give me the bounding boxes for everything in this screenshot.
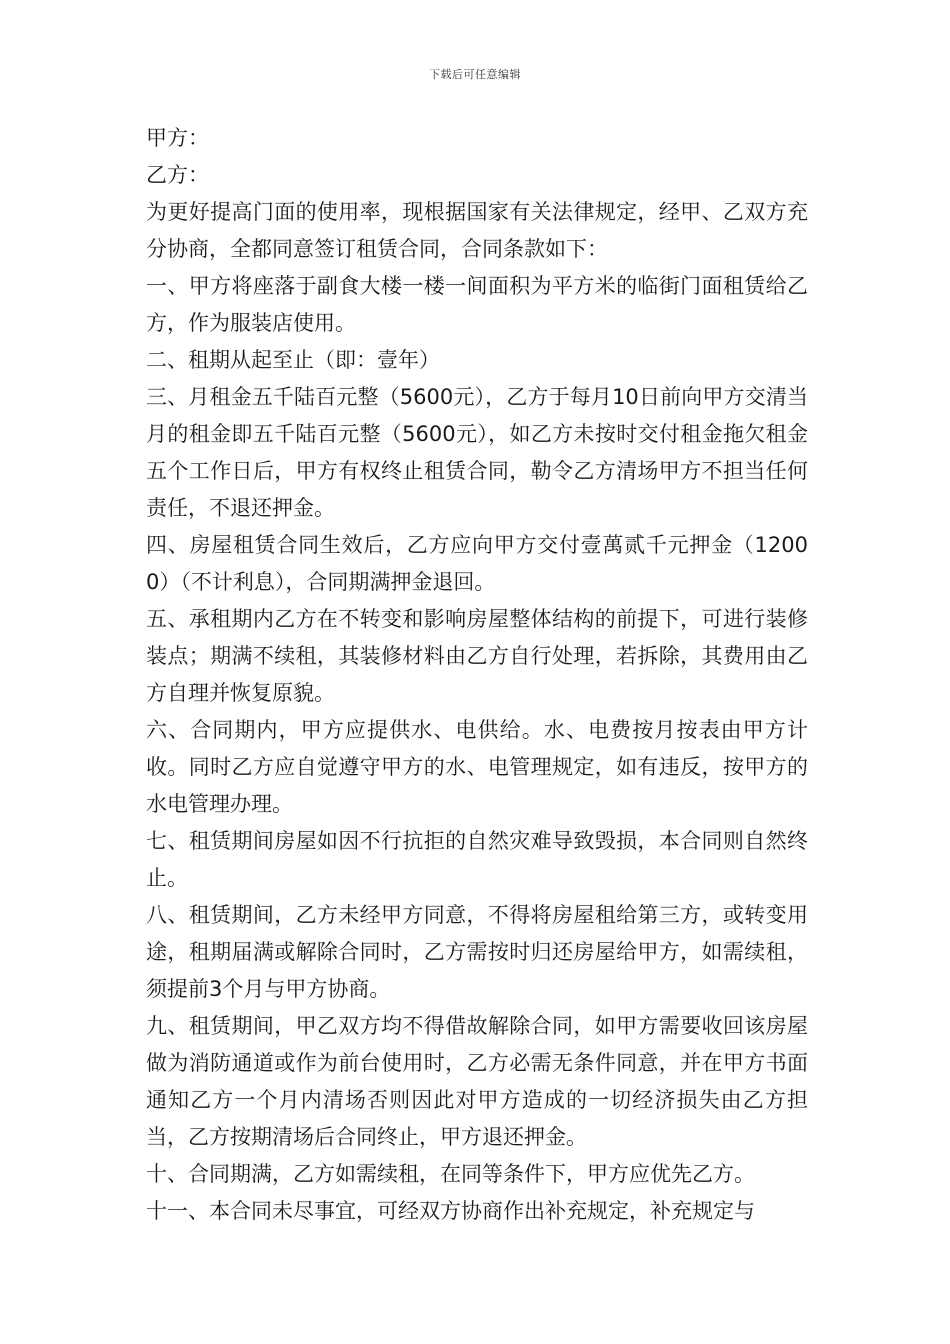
clause-2: 二、租期从起至止（即：壹年） (146, 348, 440, 372)
clause-5: 五、承租期内乙方在不转变和影响房屋整体结构的前提下，可进行装修装点；期满不续租，其装修材料由乙方自行处理，若拆除，其费用由乙方自理并恢复原貌。 (146, 607, 808, 705)
document-body (146, 120, 808, 1230)
clause-3: 三、月租金五千陆百元整（5600元），乙方于每月10日前向甲方交清当月的租金即五千陆百元整（5600元），如乙方未按时交付租金拖欠租金五个工作日后，甲方有权终止租赁合同，勒令乙方清场甲方不担当任何责任，不退还押金。 (146, 385, 808, 520)
clause-4: 四、房屋租赁合同生效后，乙方应向甲方交付壹萬贰千元押金（12000）（不计利息），合同期满押金退回。 (146, 533, 808, 594)
party-b-line: 乙方： (146, 163, 209, 187)
preamble-paragraph: 为更好提高门面的使用率，现根据国家有关法律规定，经甲、乙双方充分协商，全都同意签订租赁合同，合同条款如下： (146, 200, 808, 261)
clause-9: 九、租赁期间，甲乙双方均不得借故解除合同，如甲方需要收回该房屋做为消防通道或作为前台使用时，乙方必需无条件同意，并在甲方书面通知乙方一个月内清场否则因此对甲方造成的一切经济损失由乙方担当，乙方按期清场后合同终止，甲方退还押金。 (146, 1014, 808, 1149)
page-header-note: 下载后可任意编辑 (429, 68, 521, 81)
clause-6: 六、合同期内，甲方应提供水、电供给。水、电费按月按表由甲方计收。同时乙方应自觉遵守甲方的水、电管理规定，如有违反，按甲方的水电管理办理。 (146, 718, 808, 816)
clause-11: 十一、本合同未尽事宜，可经双方协商作出补充规定，补充规定与 (146, 1199, 755, 1223)
clause-7: 七、租赁期间房屋如因不行抗拒的自然灾难导致毁损，本合同则自然终止。 (146, 829, 808, 890)
clause-1: 一、甲方将座落于副食大楼一楼一间面积为平方米的临街门面租赁给乙方，作为服装店使用。 (146, 274, 808, 335)
party-a-line: 甲方： (146, 126, 209, 150)
clause-10: 十、合同期满，乙方如需续租，在同等条件下，甲方应优先乙方。 (146, 1162, 755, 1186)
clause-8: 八、租赁期间，乙方未经甲方同意，不得将房屋租给第三方，或转变用途，租期届满或解除合同时，乙方需按时归还房屋给甲方，如需续租，须提前3个月与甲方协商。 (146, 903, 808, 1001)
